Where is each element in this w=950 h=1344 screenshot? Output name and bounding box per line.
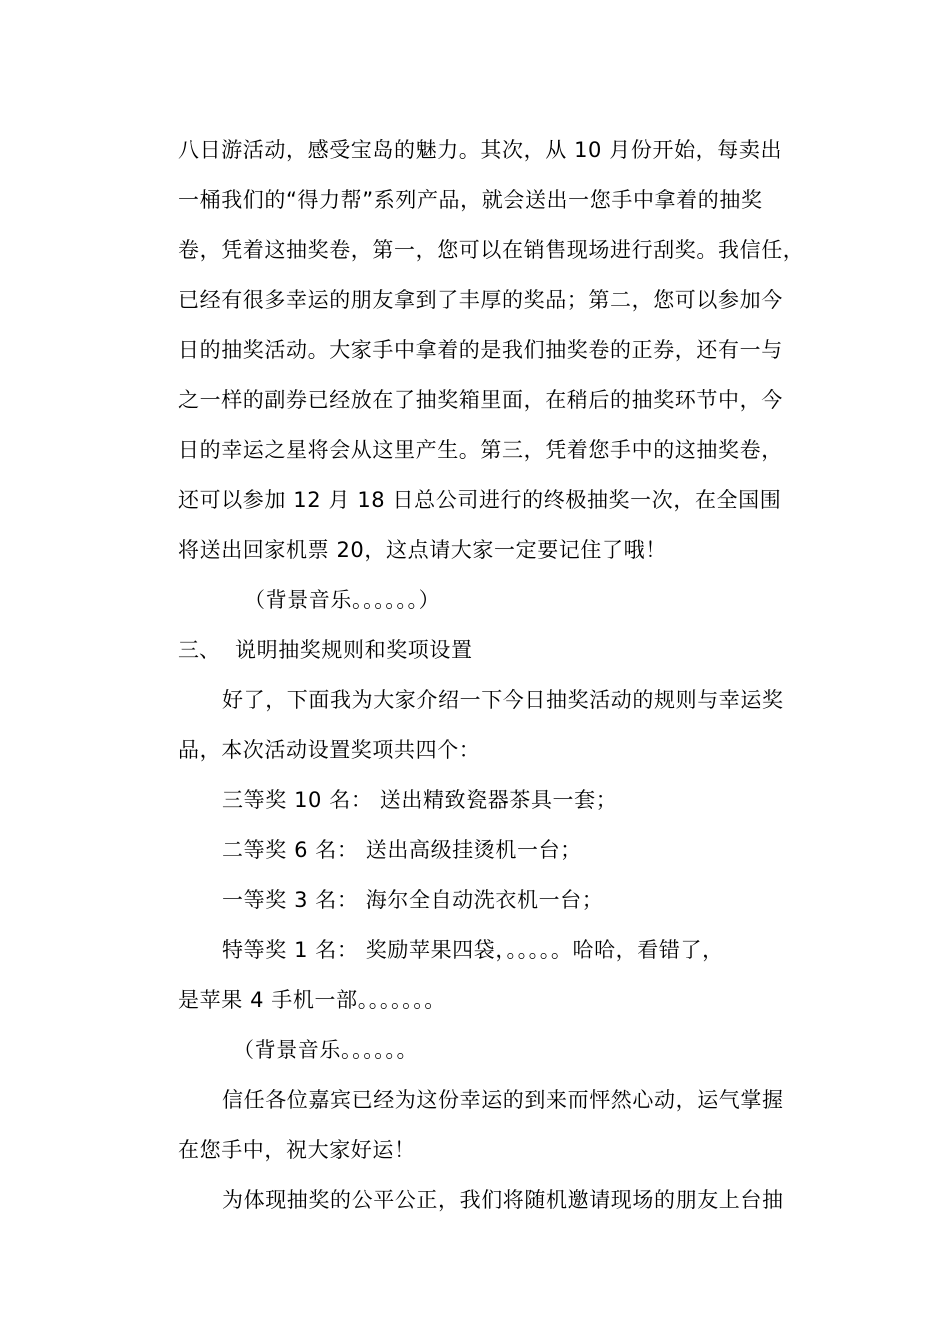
- intro-line-1: 好了，下面我为大家介绍一下今日抽奖活动的规则与幸运奖: [222, 688, 784, 712]
- body-line-5: 日的抽奖活动。大家手中拿着的是我们抽奖卷的正券，还有一与: [178, 338, 783, 362]
- section-number: 三、: [178, 638, 220, 662]
- prize-special-line-2: 是苹果 4 手机一部。。。。。。。: [178, 988, 446, 1012]
- fairness-line-1: 为体现抽奖的公平公正，我们将随机邀请现场的朋友上台抽: [222, 1188, 784, 1212]
- section-title: 说明抽奖规则和奖项设置: [235, 638, 473, 662]
- body-line-2: 一桶我们的“得力帮”系列产品，就会送出一您手中拿着的抽奖: [178, 188, 763, 212]
- wish-line-2: 在您手中，祝大家好运！: [178, 1138, 416, 1162]
- prize-special-line-1: 特等奖 1 名： 奖励苹果四袋，。。。。。哈哈，看错了，: [222, 938, 724, 962]
- music-note-1: （背景音乐。。。。。。）: [244, 588, 441, 612]
- body-line-4: 已经有很多幸运的朋友拿到了丰厚的奖品；第二，您可以参加今: [178, 288, 783, 312]
- prize-third: 三等奖 10 名： 送出精致瓷器茶具一套；: [222, 788, 618, 812]
- body-line-7: 日的幸运之星将会从这里产生。第三，凭着您手中的这抽奖卷，: [178, 438, 783, 462]
- body-line-1: 八日游活动，感受宝岛的魅力。其次，从 10 月份开始，每卖出: [178, 138, 783, 162]
- body-line-8: 还可以参加 12 月 18 日总公司进行的终极抽奖一次，在全国围: [178, 488, 782, 512]
- intro-line-2: 品，本次活动设置奖项共四个：: [178, 738, 481, 762]
- music-note-2: （背景音乐。。。。。。: [233, 1038, 419, 1062]
- body-line-9: 将送出回家机票 20，这点请大家一定要记住了哦！: [178, 538, 667, 562]
- prize-second: 二等奖 6 名： 送出高级挂烫机一台；: [222, 838, 582, 862]
- body-line-3: 卷，凭着这抽奖卷，第一，您可以在销售现场进行刮奖。我信任，: [178, 238, 805, 262]
- body-line-6: 之一样的副券已经放在了抽奖箱里面，在稍后的抽奖环节中，今: [178, 388, 783, 412]
- prize-first: 一等奖 3 名： 海尔全自动洗衣机一台；: [222, 888, 604, 912]
- wish-line-1: 信任各位嘉宾已经为这份幸运的到来而怦然心动，运气掌握: [222, 1088, 784, 1112]
